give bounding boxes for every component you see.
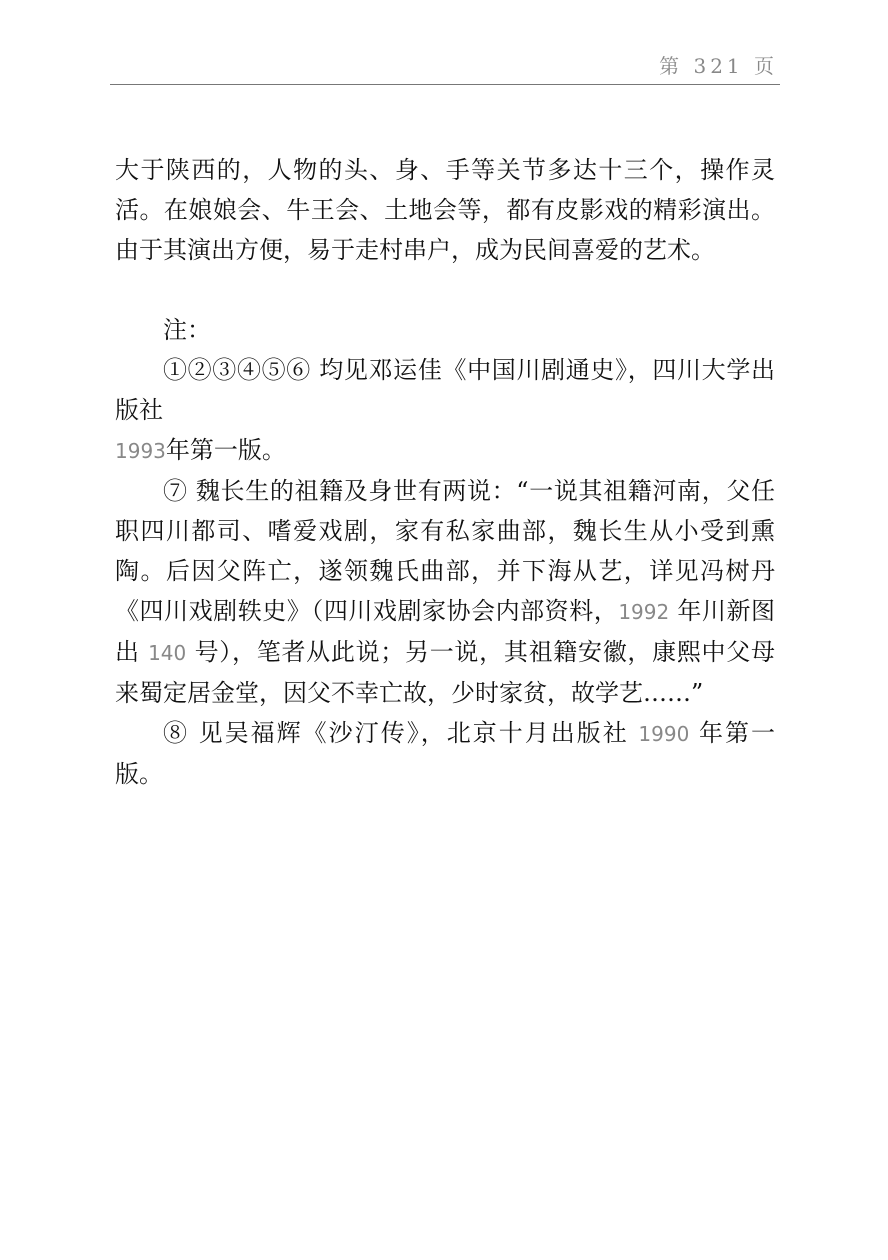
footnote-8-year: 1990 [638, 722, 690, 746]
footnote-8 [115, 713, 775, 794]
notes-heading: 注： [163, 316, 211, 344]
footnote-7-text-b: 年川新图出 [115, 597, 776, 666]
footnote-1-6 [115, 350, 775, 471]
footnote-8-text-a: ⑧ 见吴福辉《沙汀传》，北京十月出版社 [163, 719, 639, 747]
footnote-1-6-text: ①②③④⑤⑥ 均见邓运佳《中国川剧通史》，四川大学出版社 [115, 356, 775, 424]
body-paragraph: 大于陕西的，人物的头、身、手等关节多达十三个，操作灵活。在娘娘会、牛王会、土地会等，都有皮影戏的精彩演出。由于其演出方便，易于走村串户，成为民间喜爱的艺术。 [115, 156, 775, 264]
footnote-8-text-b: 年第一版。 [115, 719, 775, 788]
page-content [115, 150, 775, 794]
page-number-header: 第 321 页 [659, 54, 778, 78]
footnote-7-text-a: ⑦ 魏长生的祖籍及身世有两说：“一说其祖籍河南，父任职四川都司、嗜爱戏剧，家有私家曲部，魏长生从小受到熏陶。后因父阵亡，遂领魏氏曲部，并下海从艺，详见冯树丹《四川戏剧轶史》（四川戏剧家协会内部资料， [115, 477, 775, 625]
footnote-1-6-year: 1993 [115, 439, 166, 463]
section-gap [115, 270, 775, 310]
footnote-7-text-c: 号），笔者从此说；另一说，其祖籍安徽，康熙中父母来蜀定居金堂，因父不幸亡故，少时家贫，故学艺……” [115, 638, 775, 707]
footnote-7 [115, 471, 775, 713]
footnote-7-year: 1992 [618, 600, 670, 624]
footnote-7-number: 140 [148, 641, 187, 665]
footnote-1-6-tail: 年第一版。 [165, 436, 286, 464]
header-divider [110, 84, 780, 85]
